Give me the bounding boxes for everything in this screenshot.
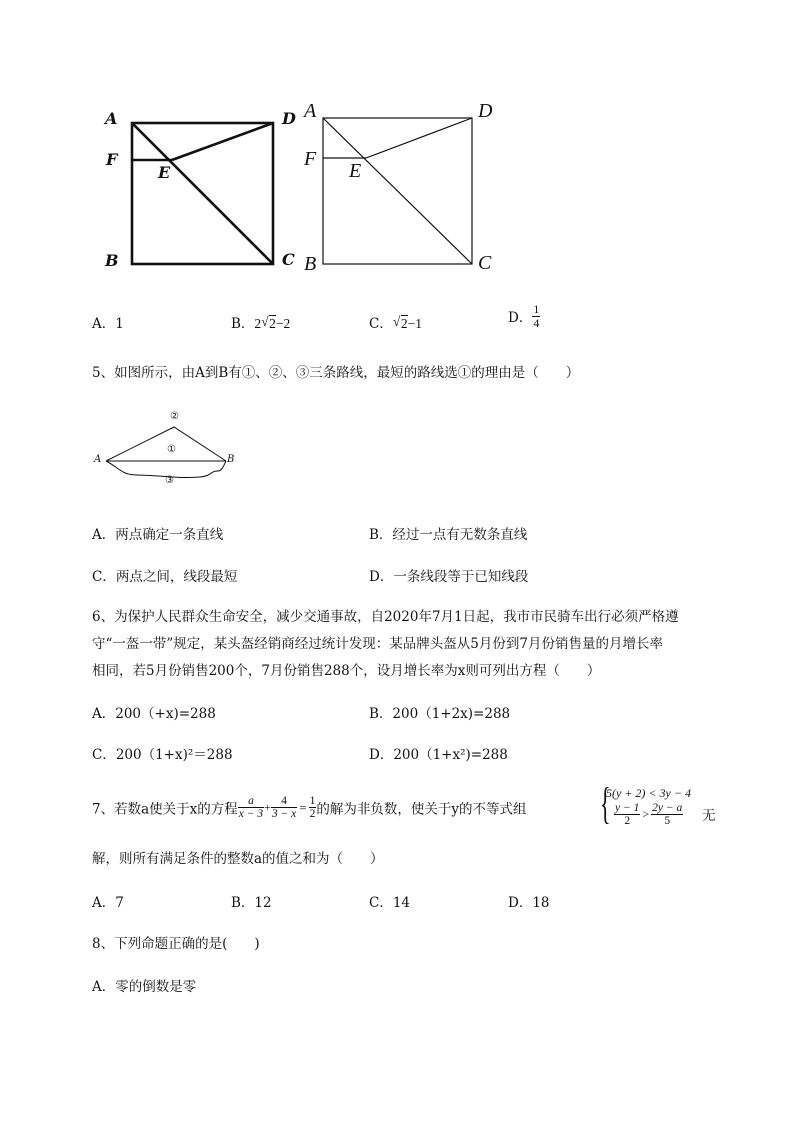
segment-ed	[172, 123, 273, 160]
q4-c-radicand-value: 2	[400, 316, 408, 331]
figure-square-bold-svg	[100, 100, 310, 280]
label-c: C	[478, 252, 492, 274]
q5-stem: 5、如图所示，由A到B有①、②、③三条路线，最短的路线选①的理由是（ ）	[92, 365, 580, 381]
q7-equals: =	[299, 799, 307, 815]
q6-option-c: C．200（1+x)²＝288	[92, 747, 233, 763]
q5-label-a: A	[94, 454, 102, 465]
q6-option-d: D．200（1+x²)=288	[369, 747, 508, 763]
label-e: E	[158, 163, 171, 182]
sqrt-sign-icon: √	[392, 314, 401, 329]
label-c: C	[282, 250, 295, 269]
q6-option-b: B．200（1+2x)=288	[369, 706, 511, 722]
frac-num: y − 1	[615, 802, 640, 814]
q5-label-route-3: ③	[165, 475, 174, 486]
q7-pre: 7、若数a使关于x的方程	[92, 801, 238, 818]
q7-system-line-2	[614, 802, 683, 827]
q5-option-b: B．经过一点有无数条直线	[369, 527, 528, 543]
label-f: F	[106, 150, 118, 169]
q5-option-a: A．两点确定一条直线	[92, 527, 224, 543]
frac-den: 5	[664, 815, 671, 828]
q8-option-a: A．零的倒数是零	[92, 979, 197, 995]
label-a: A	[105, 109, 118, 128]
q4-option-d	[508, 303, 540, 329]
q5-label-route-2: ②	[170, 411, 179, 422]
q5-option-d: D．一条线段等于已知线段	[369, 569, 529, 585]
q6-stem-line-3: 相同，若5月份销售200个，7月份销售288个，设月增长率为x则可列出方程（ ）	[92, 663, 601, 679]
q4-b-coef: 2	[254, 316, 262, 331]
q5-option-c: C．两点之间，线段最短	[92, 569, 238, 585]
q6-stem-line-2: 守“一盔一带”规定，某头盔经销商经过统计发现：某品牌头盔从5月份到7月份销售量的月增长率	[92, 636, 663, 652]
frac-den: x − 3	[238, 808, 264, 821]
q4-b-radicand-value: 2	[269, 316, 276, 331]
q4-option-a: A．1	[92, 316, 124, 332]
q5-label-route-1: ①	[167, 444, 176, 455]
q4-option-b-prefix: B．	[231, 316, 255, 332]
label-d: D	[478, 100, 493, 122]
q7-option-d: D．18	[508, 895, 550, 911]
q4-c-tail: −1	[407, 316, 422, 331]
q4-option-c	[369, 312, 422, 332]
q6-stem-line-1: 6、为保护人民群众生命安全，减少交通事故，自2020年7月1日起，我市市民骑车出行必须严格遵	[92, 609, 679, 625]
frac-num: 1	[309, 795, 316, 807]
q7-sys-frac-right	[651, 802, 683, 827]
q4-c-radicand	[392, 314, 408, 331]
q4-b-radicand	[261, 314, 276, 331]
q7-option-b: B．12	[231, 895, 272, 911]
route-2-polyline	[106, 427, 226, 461]
label-b: B	[105, 251, 119, 270]
q4-option-d-prefix: D．	[508, 310, 533, 327]
figure-square-thin	[300, 95, 510, 280]
q7-inequality-system	[600, 779, 704, 840]
label-b: B	[304, 253, 317, 275]
figure-square-bold	[100, 100, 310, 280]
frac-num: 4	[271, 795, 297, 808]
q7-option-a: A．7	[92, 895, 124, 911]
label-a: A	[304, 100, 317, 122]
segment-ed	[366, 118, 472, 158]
q4-option-b	[231, 312, 290, 332]
q6-option-a: A．200（+x)=288	[92, 706, 216, 722]
frac-den: 3 − x	[271, 808, 297, 821]
brace-icon: {	[600, 779, 611, 828]
q5-label-b: B	[227, 454, 235, 465]
frac-den: 2	[309, 808, 316, 821]
diagonal-ac	[323, 118, 472, 264]
frac-num: 1	[533, 302, 540, 316]
sqrt-sign-icon: √	[261, 314, 269, 329]
frac-den: 2	[624, 815, 631, 828]
q7-plus: +	[264, 800, 271, 815]
q7-sys-gt: >	[642, 807, 650, 822]
q4-d-fraction	[532, 303, 540, 329]
q7-post: 无	[702, 808, 716, 824]
q7-sys-frac-left	[614, 802, 640, 827]
q4-b-tail: −2	[275, 316, 291, 331]
q7-mid: 的解为非负数，使关于y的不等式组	[316, 801, 527, 818]
q7-system-line-1: 5(y + 2) < 3y − 4	[606, 786, 691, 800]
frac-num: a	[238, 795, 264, 808]
q7-frac-1	[238, 795, 264, 820]
q4-option-c-prefix: C．	[369, 316, 393, 332]
q8-stem: 8、下列命题正确的是( )	[92, 936, 260, 952]
q5-figure	[88, 405, 248, 495]
diagonal-ac	[132, 123, 273, 264]
q7-frac-2	[271, 795, 297, 820]
frac-den: 4	[533, 315, 540, 330]
q7-stem-line-1	[92, 795, 527, 820]
label-d: D	[282, 109, 296, 128]
frac-num: 2y − a	[652, 802, 683, 814]
q7-stem-line-2: 解，则所有满足条件的整数a的值之和为（ ）	[92, 851, 384, 867]
q7-option-c: C．14	[369, 895, 411, 911]
label-e: E	[349, 160, 362, 182]
label-f: F	[304, 148, 317, 170]
